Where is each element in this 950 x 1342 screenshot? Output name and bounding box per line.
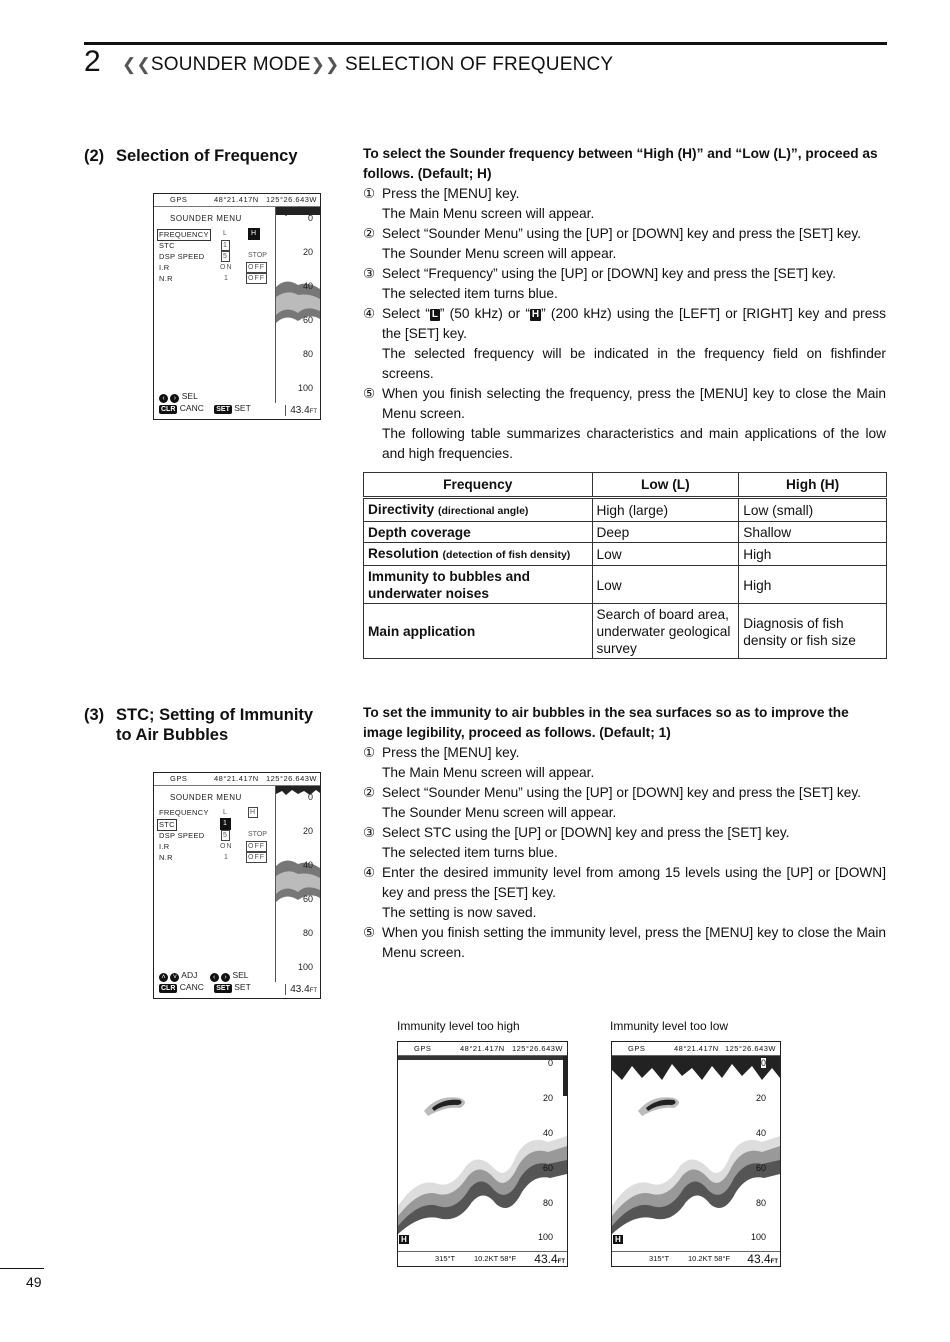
clr-key-icon: CLR	[161, 985, 176, 992]
depth-unit: FT	[309, 409, 317, 415]
freq-low-option[interactable]: L	[223, 809, 228, 816]
longitude: 125°26.643W	[265, 774, 317, 783]
section2-step-3	[363, 264, 886, 284]
step-number: ⑤	[363, 386, 376, 401]
row-label-note: (directional angle)	[438, 505, 529, 517]
table-row	[364, 543, 887, 566]
row-label-text: Directivity	[368, 502, 435, 517]
high-freq-icon: H	[531, 309, 540, 320]
depth-label-20: 20	[542, 1093, 553, 1103]
adj-label: ADJ	[181, 970, 198, 980]
latitude: 48°21.417N	[214, 774, 259, 783]
depth-unit: FT	[770, 1259, 778, 1265]
nr-value[interactable]: 1	[224, 854, 229, 861]
set-key-icon: SET	[216, 985, 230, 992]
section2-step-2	[363, 224, 886, 244]
step-number: ②	[363, 785, 376, 800]
section2-number: (2)	[84, 147, 105, 165]
sel-label: SEL	[232, 970, 249, 980]
screen-bottombar	[612, 1251, 780, 1266]
menu-item-dsp-speed[interactable]: DSP SPEED	[159, 252, 205, 261]
table-cell: Shallow	[739, 522, 887, 543]
longitude: 125°26.643W	[724, 1044, 776, 1053]
section3-step-2	[363, 783, 886, 803]
step-sub: The setting is now saved.	[382, 905, 537, 920]
step-text: Select “Sounder Menu” using the [UP] or [DOWN] key and press the [SET] key.	[382, 785, 862, 800]
freq-high-option[interactable]: H	[250, 809, 257, 816]
menu-item-dsp-speed[interactable]: DSP SPEED	[159, 831, 205, 840]
echo-screen-too-high	[397, 1041, 568, 1267]
stc-value[interactable]: 1	[223, 242, 228, 249]
dsp-stop[interactable]: STOP	[248, 831, 267, 838]
step-number: ①	[363, 186, 376, 201]
chapter-subtitle: SELECTION OF FREQUENCY	[344, 54, 614, 75]
section2-step-1	[363, 184, 886, 204]
hint-sel	[159, 391, 198, 403]
menu-item-frequency[interactable]: FREQUENCY	[159, 230, 209, 239]
step-sub: The selected frequency will be indicated in the frequency field on fishfinder screens.	[382, 346, 886, 381]
menu-item-stc[interactable]: STC	[159, 820, 175, 829]
row-label: Main application	[364, 604, 593, 659]
latitude: 48°21.417N	[674, 1044, 719, 1053]
sel-label: SEL	[181, 391, 198, 401]
step-number: ①	[363, 745, 376, 760]
section2-heading	[84, 146, 298, 166]
longitude: 125°26.643W	[265, 195, 317, 204]
section3-body	[363, 703, 886, 963]
screen-topbar	[612, 1042, 780, 1056]
step-number: ④	[363, 306, 376, 321]
canc-label: CANC	[179, 403, 204, 413]
heading-readout: 315°T	[435, 1254, 456, 1263]
up-arrow-icon: ˄	[159, 973, 168, 982]
depth-label-100: 100	[750, 1232, 766, 1242]
echo-screen-too-low	[611, 1041, 781, 1267]
section2-step-5	[363, 384, 886, 424]
step-text: Select “Frequency” using the [UP] or [DOWN] key and press the [SET] key.	[382, 266, 836, 281]
depth-label-40: 40	[302, 860, 313, 870]
section3-title-2: to Air Bubbles	[116, 726, 229, 744]
caption-too-low: Immunity level too low	[610, 1019, 729, 1033]
section3-number: (3)	[84, 706, 105, 724]
step-number: ③	[363, 825, 376, 840]
step-sub: The Sounder Menu screen will appear.	[382, 805, 617, 820]
section2-intro: To select the Sounder frequency between “High (H)” and “Low (L)”, proceed as follows. (Default; H)	[363, 146, 878, 181]
nr-off[interactable]: OFF	[248, 275, 265, 282]
set-label: SET	[234, 403, 251, 413]
section3-step-5	[363, 923, 886, 963]
depth-label-80: 80	[302, 928, 313, 938]
step-text: Press the [MENU] key.	[382, 186, 520, 201]
section2-title: Selection of Frequency	[116, 147, 298, 165]
chapter-number: 2	[84, 45, 101, 78]
depth-label-80: 80	[542, 1198, 553, 1208]
hint-canc-set	[159, 403, 251, 414]
row-label	[364, 543, 593, 566]
menu-title: SOUNDER MENU	[170, 214, 242, 223]
table-cell: Diagnosis of fish density or fish size	[739, 604, 887, 659]
freq-high-option[interactable]: H	[248, 228, 260, 240]
echogram	[398, 1056, 567, 1251]
depth-label-0: 0	[547, 1058, 553, 1068]
step-sub: The following table summarizes characteristics and main applications of the low and high frequencies.	[382, 426, 886, 461]
chapter-mode: SOUNDER MODE	[150, 54, 311, 75]
gps-label: GPS	[414, 1044, 432, 1053]
screen-topbar	[154, 194, 320, 207]
depth-label-0: 0	[307, 792, 313, 802]
row-label: Depth coverage	[364, 522, 593, 543]
depth-label-20: 20	[302, 247, 313, 257]
depth-label-60: 60	[302, 315, 313, 325]
menu-item-stc[interactable]: STC	[159, 241, 175, 250]
speed-temp-readout: 10.2KT 58°F	[688, 1254, 731, 1263]
step-text: When you finish setting the immunity level, press the [MENU] key to close the Main Menu screen.	[382, 925, 886, 960]
depth-label-40: 40	[755, 1128, 766, 1138]
depth-panel	[275, 207, 320, 403]
screen-topbar	[398, 1042, 567, 1056]
step-number: ④	[363, 865, 376, 880]
page-number-rule	[0, 1268, 44, 1269]
echo-graphic	[276, 786, 320, 982]
step-text: Select “Sounder Menu” using the [UP] or [DOWN] key and press the [SET] key.	[382, 226, 862, 241]
latitude: 48°21.417N	[460, 1044, 505, 1053]
step-text: Press the [MENU] key.	[382, 745, 520, 760]
depth-label-80: 80	[755, 1198, 766, 1208]
depth-label-100: 100	[297, 962, 313, 972]
table-header: Frequency	[364, 473, 593, 498]
table-cell: High	[739, 566, 887, 604]
depth-label-100: 100	[537, 1232, 553, 1242]
left-arrow-icon: ‹	[159, 394, 168, 403]
depth-reading	[285, 405, 317, 416]
depth-label-0: 0	[760, 1058, 766, 1068]
table-cell: Low	[592, 566, 739, 604]
dsp-value[interactable]: 5	[223, 832, 228, 839]
chapter-title	[122, 53, 613, 77]
table-cell: Deep	[592, 522, 739, 543]
depth-unit: FT	[309, 988, 317, 994]
section3-heading	[84, 705, 313, 745]
longitude: 125°26.643W	[511, 1044, 563, 1053]
step-text: When you finish selecting the frequency, press the [MENU] key to close the Main Menu screen.	[382, 386, 886, 421]
table-header: High (H)	[739, 473, 887, 498]
ir-off[interactable]: OFF	[248, 843, 265, 850]
depth-value: 43.4	[290, 405, 310, 416]
step-sub: The Main Menu screen will appear.	[382, 765, 595, 780]
depth-label-100: 100	[297, 383, 313, 393]
screen-bottombar	[398, 1251, 567, 1266]
set-key-icon: SET	[216, 406, 230, 413]
row-label: Immunity to bubbles and underwater noises	[364, 566, 593, 604]
table-cell: High	[739, 543, 887, 566]
latitude: 48°21.417N	[214, 195, 259, 204]
screen-topbar	[154, 773, 320, 786]
menu-item-frequency[interactable]: FREQUENCY	[159, 808, 209, 817]
step-sub: The selected item turns blue.	[382, 286, 558, 301]
heading-readout: 315°T	[649, 1254, 670, 1263]
depth-label-40: 40	[302, 281, 313, 291]
depth-label-40: 40	[542, 1128, 553, 1138]
clr-key-icon: CLR	[161, 406, 176, 413]
left-arrow-icon: ‹	[210, 973, 219, 982]
section3-step-1	[363, 743, 886, 763]
depth-value: 43.4	[534, 1252, 558, 1266]
step-number: ⑤	[363, 925, 376, 940]
row-label-note: (detection of fish density)	[442, 549, 571, 561]
depth-label-0: 0	[307, 213, 313, 223]
nr-value[interactable]: 1	[224, 275, 229, 282]
dsp-value[interactable]: 5	[223, 253, 228, 260]
step-sub: The selected item turns blue.	[382, 845, 558, 860]
canc-label: CANC	[179, 982, 204, 992]
step-text: Enter the desired immunity level from among 15 levels using the [UP] or [DOWN] key and press the [SET] key.	[382, 865, 886, 900]
menu-item-ir[interactable]: I.R	[159, 842, 170, 851]
stc-value[interactable]: 1	[220, 818, 231, 830]
sounder-menu-screen-stc	[153, 772, 321, 999]
table-row	[364, 498, 887, 522]
ir-on[interactable]: ON	[220, 264, 233, 271]
table-row	[364, 522, 887, 543]
hint-adj-sel	[159, 970, 249, 982]
table-cell: Low	[592, 543, 739, 566]
dsp-stop[interactable]: STOP	[248, 252, 267, 259]
gps-label: GPS	[170, 774, 188, 783]
section3-title-1: STC; Setting of Immunity	[116, 706, 314, 724]
menu-item-nr[interactable]: N.R	[159, 853, 173, 862]
table-cell: High (large)	[592, 498, 739, 522]
menu-item-ir[interactable]: I.R	[159, 263, 170, 272]
section2-body	[363, 144, 886, 464]
right-arrow-icon: ›	[221, 973, 230, 982]
step-text-c: ” (200 kHz) using the [LEFT] or [RIGHT] key and press the [SET] key.	[382, 306, 886, 341]
echogram	[612, 1056, 780, 1251]
freq-low-option[interactable]: L	[223, 230, 228, 237]
freq-mark-icon: H	[615, 1235, 621, 1244]
depth-value: 43.4	[747, 1252, 771, 1266]
ir-off[interactable]: OFF	[248, 264, 265, 271]
table-cell: Low (small)	[739, 498, 887, 522]
table-cell: Search of board area, underwater geological survey	[592, 604, 739, 659]
sounder-menu-screen-frequency	[153, 193, 321, 420]
section3-step-3	[363, 823, 886, 843]
depth-panel	[275, 786, 320, 982]
step-text-b: ” (50 kHz) or “	[439, 306, 530, 321]
depth-label-60: 60	[542, 1163, 553, 1173]
set-label: SET	[234, 982, 251, 992]
depth-label-60: 60	[302, 894, 313, 904]
row-label	[364, 498, 593, 522]
frequency-table	[363, 472, 887, 659]
menu-title: SOUNDER MENU	[170, 793, 242, 802]
page-number: 49	[26, 1274, 42, 1290]
low-freq-icon: L	[431, 309, 438, 320]
depth-label-20: 20	[302, 826, 313, 836]
menu-item-nr[interactable]: N.R	[159, 274, 173, 283]
step-text	[382, 304, 886, 344]
section3-step-4	[363, 863, 886, 903]
gps-label: GPS	[628, 1044, 646, 1053]
down-arrow-icon: ˅	[170, 973, 179, 982]
gps-label: GPS	[170, 195, 188, 204]
depth-label-20: 20	[755, 1093, 766, 1103]
depth-unit: FT	[557, 1259, 565, 1265]
row-label-text: Resolution	[368, 546, 439, 561]
table-header-row	[364, 473, 887, 498]
depth-value: 43.4	[290, 984, 310, 995]
caption-too-high: Immunity level too high	[397, 1019, 520, 1033]
table-header: Low (L)	[592, 473, 739, 498]
hint-canc-set	[159, 982, 251, 993]
step-number: ②	[363, 226, 376, 241]
freq-mark-icon: H	[401, 1235, 407, 1244]
table-row	[364, 604, 887, 659]
echo-graphic	[276, 207, 320, 403]
depth-label-80: 80	[302, 349, 313, 359]
section3-intro: To set the immunity to air bubbles in the sea surfaces so as to improve the image legibility, proceed as follows. (Default; 1)	[363, 705, 849, 740]
step-text: Select STC using the [UP] or [DOWN] key and press the [SET] key.	[382, 825, 790, 840]
step-sub: The Main Menu screen will appear.	[382, 206, 595, 221]
section2-step-4	[363, 304, 886, 344]
right-arrow-icon: ›	[170, 394, 179, 403]
chevron-left-icon: ❮❮	[122, 55, 151, 74]
depth-reading	[285, 984, 317, 995]
table-row	[364, 566, 887, 604]
step-sub: The Sounder Menu screen will appear.	[382, 246, 617, 261]
step-number: ③	[363, 266, 376, 281]
header-rule	[84, 42, 887, 45]
chevron-right-icon: ❯❯	[310, 55, 340, 74]
speed-temp-readout: 10.2KT 58°F	[474, 1254, 517, 1263]
nr-off[interactable]: OFF	[248, 854, 265, 861]
depth-label-60: 60	[755, 1163, 766, 1173]
ir-on[interactable]: ON	[220, 843, 233, 850]
step-text-a: Select “	[382, 306, 430, 321]
